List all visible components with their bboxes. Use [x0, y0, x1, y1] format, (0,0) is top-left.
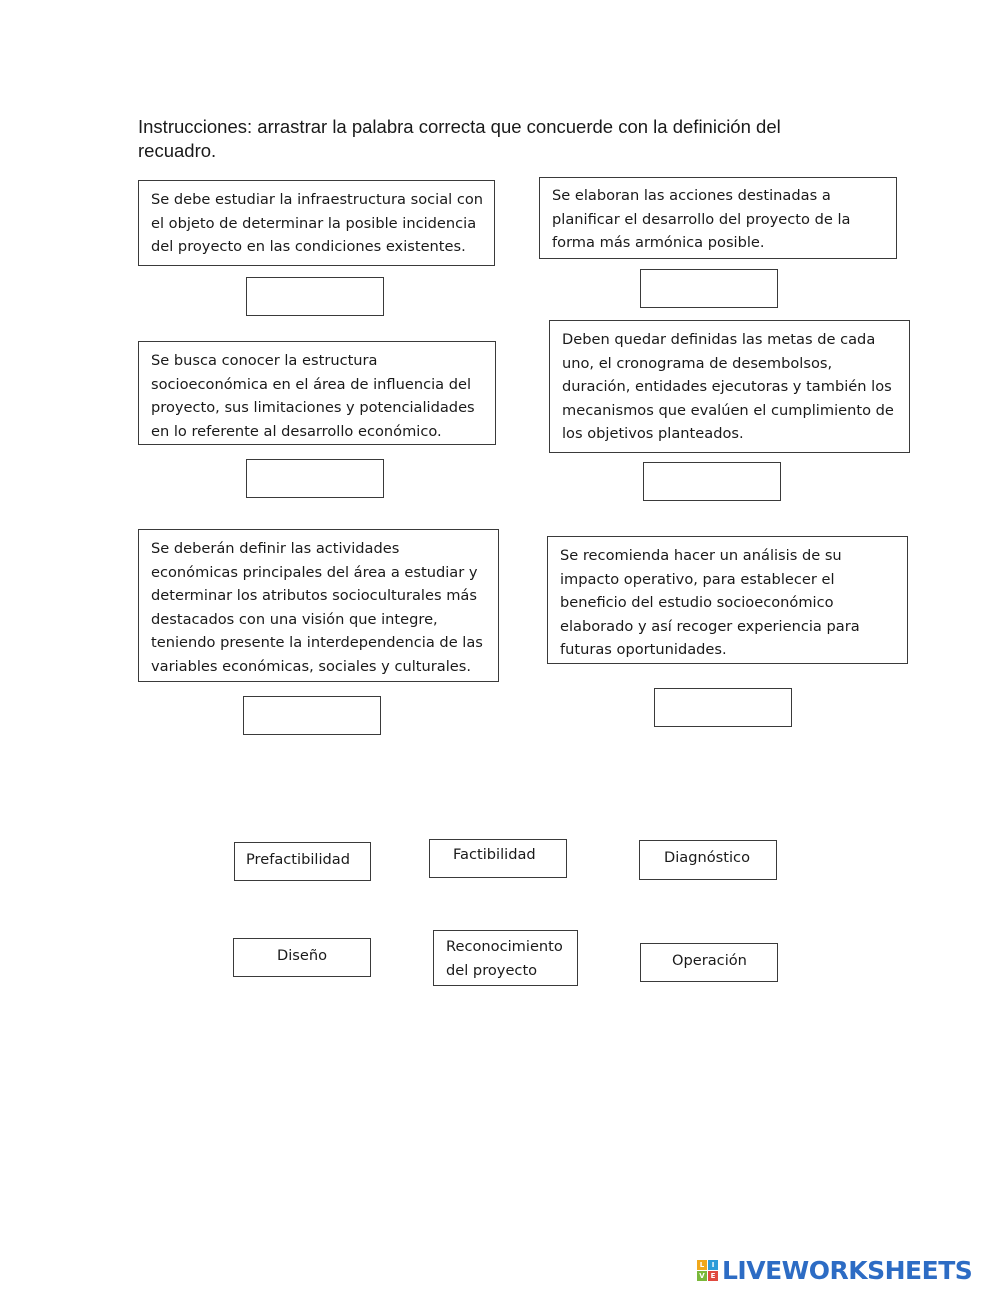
definition-box-5: Se deberán definir las actividades económicas principales del área a estudiar y determinar los atributos socioculturales más destacados con una visión que integre, teniendo presente la interdependencia de las variables económicas, sociales y culturales. — [138, 529, 499, 682]
drop-target-3[interactable] — [246, 459, 384, 498]
word-label: Prefactibilidad — [246, 851, 350, 868]
logo-text: LIVEWORKSHEETS — [722, 1255, 973, 1285]
logo-icon-tile: I — [708, 1260, 718, 1270]
definition-box-6: Se recomienda hacer un análisis de su impacto operativo, para establecer el beneficio del estudio socioeconómico elaborado y así recoger experiencia para futuras oportunidades. — [547, 536, 908, 664]
word-label: Operación — [672, 952, 747, 969]
logo-icon-tile: V — [697, 1271, 707, 1281]
drop-target-2[interactable] — [640, 269, 778, 308]
definition-box-2: Se elaboran las acciones destinadas a planificar el desarrollo del proyecto de la forma más armónica posible. — [539, 177, 897, 259]
logo-icon-tile: L — [697, 1260, 707, 1270]
word-diseno[interactable] — [233, 938, 371, 977]
word-factibilidad[interactable] — [429, 839, 567, 878]
word-label: Diagnóstico — [664, 849, 751, 866]
definition-box-4: Deben quedar definidas las metas de cada uno, el cronograma de desembolsos, duración, entidades ejecutoras y también los mecanismos que evalúen el cumplimiento de los objetivos planteados. — [549, 320, 910, 453]
drop-target-1[interactable] — [246, 277, 384, 316]
word-operacion[interactable] — [640, 943, 778, 982]
definition-box-3: Se busca conocer la estructura socioeconómica en el área de influencia del proyecto, sus limitaciones y potencialidades en lo referente al desarrollo económico. — [138, 341, 496, 445]
word-label-line2: del proyecto — [446, 962, 538, 979]
drop-target-6[interactable] — [654, 688, 792, 727]
logo-icon-tile: E — [708, 1271, 718, 1281]
word-diagnostico[interactable] — [639, 840, 777, 880]
drop-target-4[interactable] — [643, 462, 781, 501]
instructions-text: Instrucciones: arrastrar la palabra correcta que concuerde con la definición del recuadro. — [138, 116, 781, 161]
word-prefactibilidad[interactable] — [234, 842, 371, 881]
definition-box-1: Se debe estudiar la infraestructura social con el objeto de determinar la posible incidencia del proyecto en las condiciones existentes. — [138, 180, 495, 266]
liveworksheets-logo-icon — [697, 1260, 718, 1281]
word-reconocimiento-del-proyecto[interactable] — [433, 930, 578, 986]
word-label: Factibilidad — [453, 846, 536, 863]
drop-target-5[interactable] — [243, 696, 381, 735]
word-label: Diseño — [277, 947, 328, 964]
word-label-line1: Reconocimiento — [446, 938, 563, 955]
liveworksheets-logo — [697, 1255, 972, 1285]
